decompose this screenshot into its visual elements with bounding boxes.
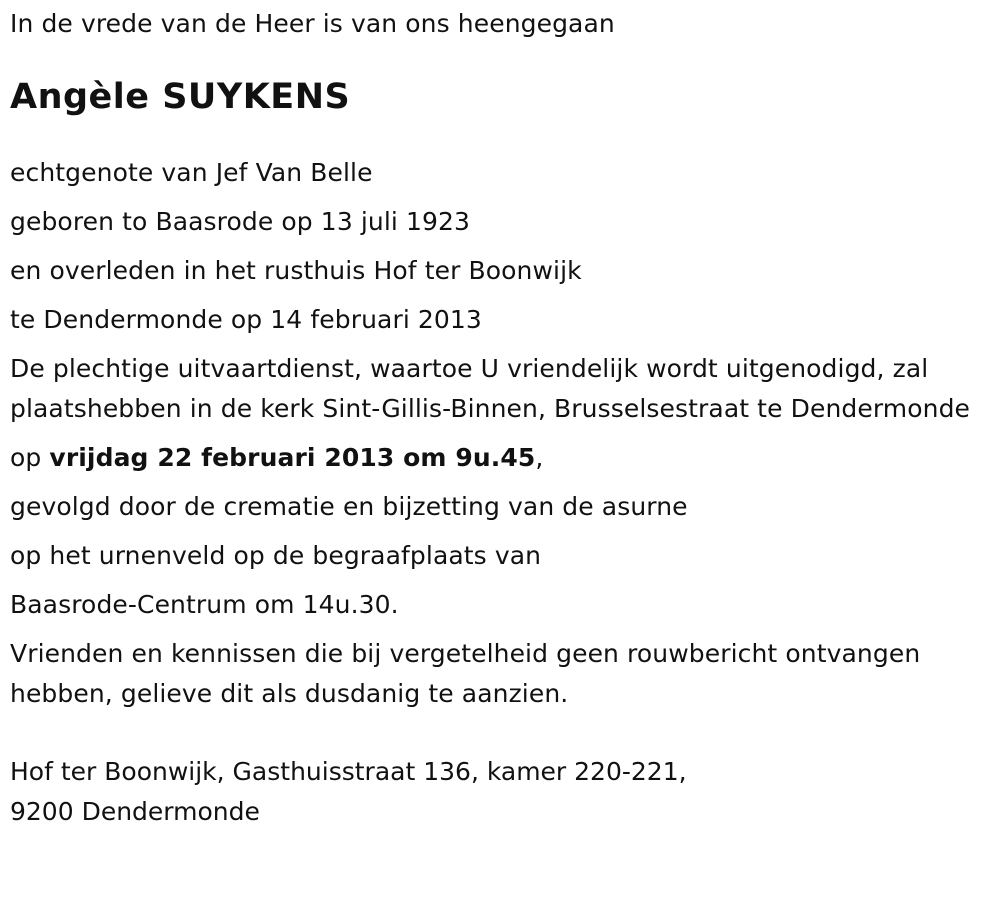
intro-text: In de vrede van de Heer is van ons heengegaan [10, 9, 615, 38]
cremation-line: gevolgd door de crematie en bijzetting van de asurne [10, 492, 688, 521]
notice-body [10, 153, 990, 714]
service-date-suffix: , [535, 443, 544, 472]
friends-notice-paragraph: Vrienden en kennissen die bij vergetelheid geen rouwbericht ontvangen hebben, gelieve dit als dusdanig te aanzien. [10, 639, 921, 708]
deceased-name: Angèle SUYKENS [10, 77, 351, 117]
address-line-2: 9200 Dendermonde [10, 797, 260, 826]
address-block [10, 752, 990, 832]
service-date-prefix: op [10, 443, 50, 472]
birth-line: geboren to Baasrode op 13 juli 1923 [10, 207, 471, 236]
service-date-line [10, 438, 990, 478]
urn-field-line: op het urnenveld op de begraafplaats van [10, 541, 542, 570]
service-date-time: vrijdag 22 februari 2013 om 9u.45 [49, 443, 536, 472]
death-place-line: en overleden in het rusthuis Hof ter Boonwijk [10, 256, 582, 285]
address-line-1: Hof ter Boonwijk, Gasthuisstraat 136, kamer 220-221, [10, 757, 687, 786]
death-date-line: te Dendermonde op 14 februari 2013 [10, 305, 482, 334]
funeral-service-paragraph: De plechtige uitvaartdienst, waartoe U vriendelijk wordt uitgenodigd, zal plaatshebben in de kerk Sint-Gillis-Binnen, Brusselsestraat te Dendermonde [10, 354, 971, 423]
cemetery-time-line: Baasrode-Centrum om 14u.30. [10, 590, 399, 619]
spouse-line: echtgenote van Jef Van Belle [10, 158, 373, 187]
